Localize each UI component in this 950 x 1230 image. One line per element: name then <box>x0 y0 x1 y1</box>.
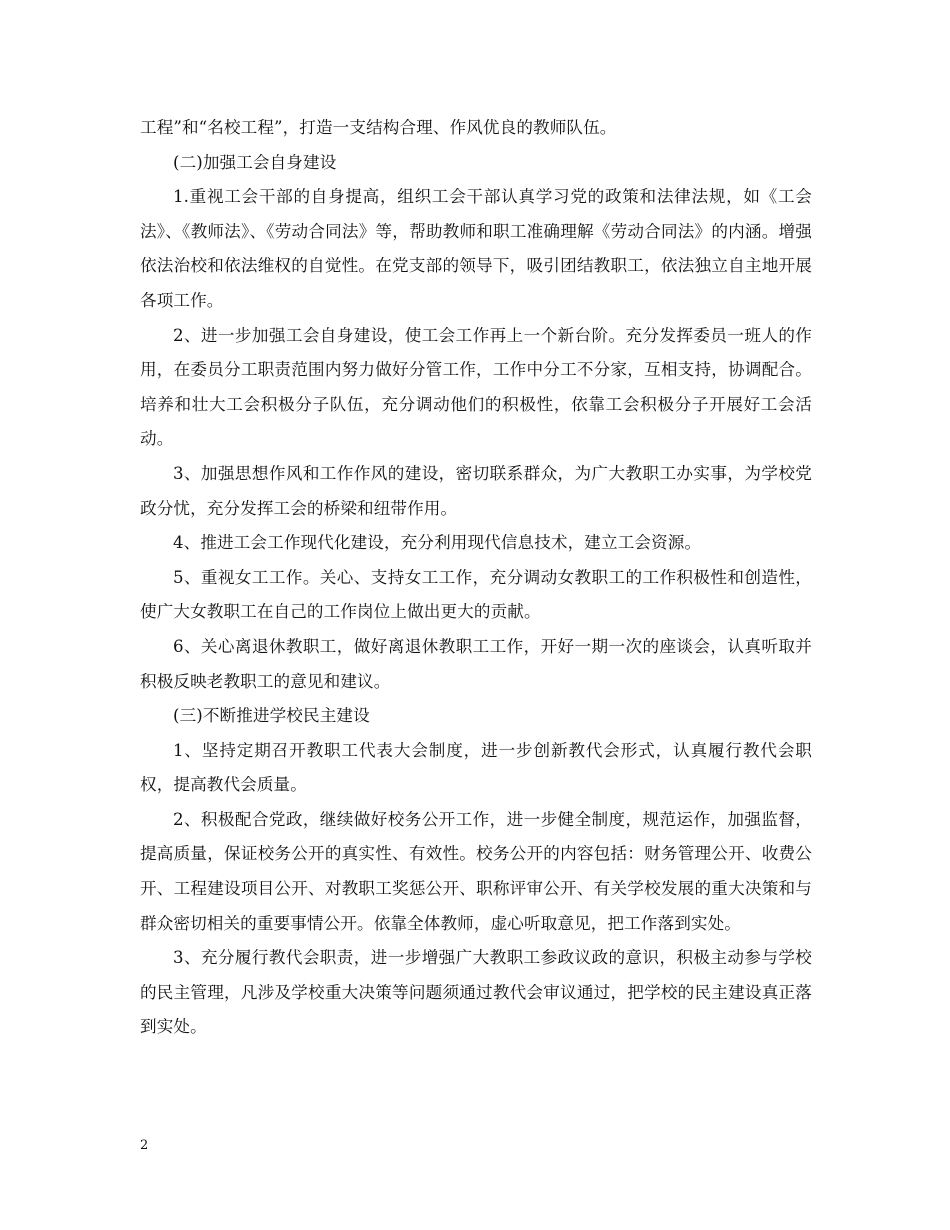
paragraph-3-1: 1、坚持定期召开教职工代表大会制度，进一步创新教代会形式，认真履行教代会职权，提高教代会质量。 <box>140 740 812 795</box>
paragraph-2-6: 6、关心离退休教职工，做好离退休教职工工作，开好一期一次的座谈会，认真听取并积极反映老教职工的意见和建议。 <box>140 636 812 691</box>
section-heading-2: (二)加强工会自身建设 <box>173 152 337 172</box>
document-body <box>140 111 812 1045</box>
paragraph-2-3: 3、加强思想作风和工作作风的建设，密切联系群众，为广大教职工办实事，为学校党政分忧，充分发挥工会的桥梁和纽带作用。 <box>140 463 812 518</box>
paragraph-2-4: 4、推进工会工作现代化建设，充分利用现代信息技术，建立工会资源。 <box>173 533 702 553</box>
paragraph-2-5: 5、重视女工工作。关心、支持女工工作，充分调动女教职工的工作积极性和创造性，使广大女教职工在自己的工作岗位上做出更大的贡献。 <box>140 567 812 622</box>
section-heading-3: (三)不断推进学校民主建设 <box>173 706 370 726</box>
paragraph-3-2: 2、积极配合党政，继续做好校务公开工作，进一步健全制度，规范运作，加强监督，提高质量，保证校务公开的真实性、有效性。校务公开的内容包括：财务管理公开、收费公开、工程建设项目公开、对教职工奖惩公开、职称评审公开、有关学校发展的重大决策和与群众密切相关的重要事情公开。依靠全体教师，虚心听取意见，把工作落到实处。 <box>140 809 812 933</box>
page-number: 2 <box>140 1138 149 1153</box>
paragraph-3-3: 3、充分履行教代会职责，进一步增强广大教职工参政议政的意识，积极主动参与学校的民主管理，凡涉及学校重大决策等问题须通过教代会审议通过，把学校的民主建设真正落到实处。 <box>140 948 812 1037</box>
paragraph-2-2: 2、进一步加强工会自身建设，使工会工作再上一个新台阶。充分发挥委员一班人的作用，在委员分工职责范围内努力做好分管工作，工作中分工不分家，互相支持，协调配合。培养和壮大工会积极分子队伍，充分调动他们的积极性，依靠工会积极分子开展好工会活动。 <box>140 325 812 449</box>
paragraph-2-1: 1.重视工会干部的自身提高，组织工会干部认真学习党的政策和法律法规，如《工会法》、《教师法》、《劳动合同法》等，帮助教师和职工准确理解《劳动合同法》的内涵。增强依法治校和依法维权的自觉性。在党支部的领导下，吸引团结教职工，依法独立自主地开展各项工作。 <box>140 187 812 310</box>
paragraph-1: 工程”和“名校工程”，打造一支结构合理、作风优良的教师队伍。 <box>140 118 617 137</box>
